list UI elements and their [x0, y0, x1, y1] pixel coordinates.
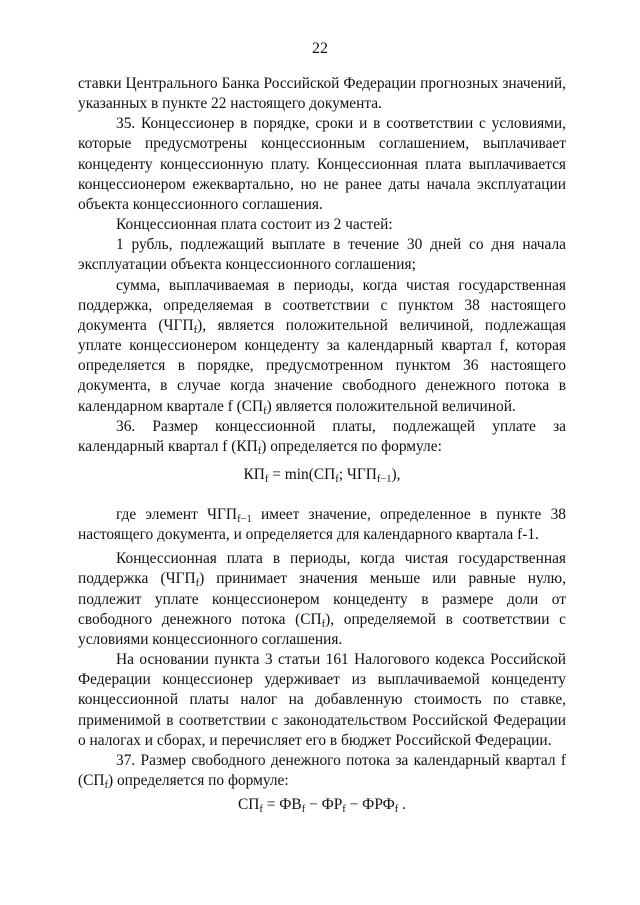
text-block-bottom [78, 505, 566, 791]
paragraph-tax: На основании пункта 3 статьи 161 Налогового кодекса Российской Федерации концессионер удерживает из выплачиваемой концеденту концессионной платы налог на добавленную стоимость по ставке, применимой в соответствии с законодательством Российской Федерации о налогах и сборах, и перечисляет его в бюджет Российской Федерации. [78, 651, 566, 749]
paragraph-part-2: сумма, выплачиваемая в периоды, когда чистая государственная поддержка, определяемая в соответствии с пунктом 38 настоящего документа $(ЧГП_f)$, является положительной величиной, подлежащая уплате концессионером концеденту за календарный квартал f, которая определяется в порядке, предусмотренном пунктом 36 настоящего документа, в случае когда значение свободного денежного потока в календарном квартале f $(СП_f)$ является положительной величиной. [78, 276, 566, 417]
paragraph-37: 37. Размер свободного денежного потока за календарный квартал f $(СП_f)$ определяется по формуле: [78, 751, 566, 792]
paragraph-36: 36. Размер концессионной платы, подлежащей уплате за календарный квартал f $(КП_f)$ определяется по формуле: [78, 417, 566, 457]
formula-kp: $КП_f = \min(СП_f$; $ЧГП_{f-1}$), [243, 466, 401, 485]
page-number: 22 [312, 40, 328, 57]
formula-sp: $СП_f = ФВ_f - ФР_f - ФРФ_f$ . [237, 796, 406, 815]
paragraph-continuation: ставки Центрального Банка Российской Федерации прогнозных значений, указанных в пункте 22 настоящего документа. [78, 75, 566, 113]
paragraph-nonpositive: Концессионная плата в периоды, когда чистая государственная поддержка $(ЧГП_f)$ принимает значения меньше или равные нулю, подлежит уплате концессионером концеденту в размере доли от свободного денежного потока $(СП_f)$, определяемой в соответствии с условиями концессионного соглашения. [78, 550, 567, 648]
paragraph-part-1: 1 рубль, подлежащий выплате в течение 30 дней со дня начала эксплуатации объекта концессионного соглашения; [78, 236, 566, 274]
paragraph-parts: Концессионная плата состоит из 2 частей: [116, 216, 393, 234]
paragraph-35: 35. Концессионер в порядке, сроки и в соответствии с условиями, которые предусмотрены концессионным соглашением, выплачивает концеденту концессионную плату. Концессионная плата выплачивается концессионером ежеквартально, но не ранее даты начала эксплуатации объекта концессионного соглашения. [78, 115, 566, 213]
paragraph-where: где элемент $ЧГП_{f-1}$ имеет значение, определенное в пункте 38 настоящего документа, и определяется для календарного квартала f-1. [78, 506, 566, 544]
text-block-top [78, 74, 566, 457]
